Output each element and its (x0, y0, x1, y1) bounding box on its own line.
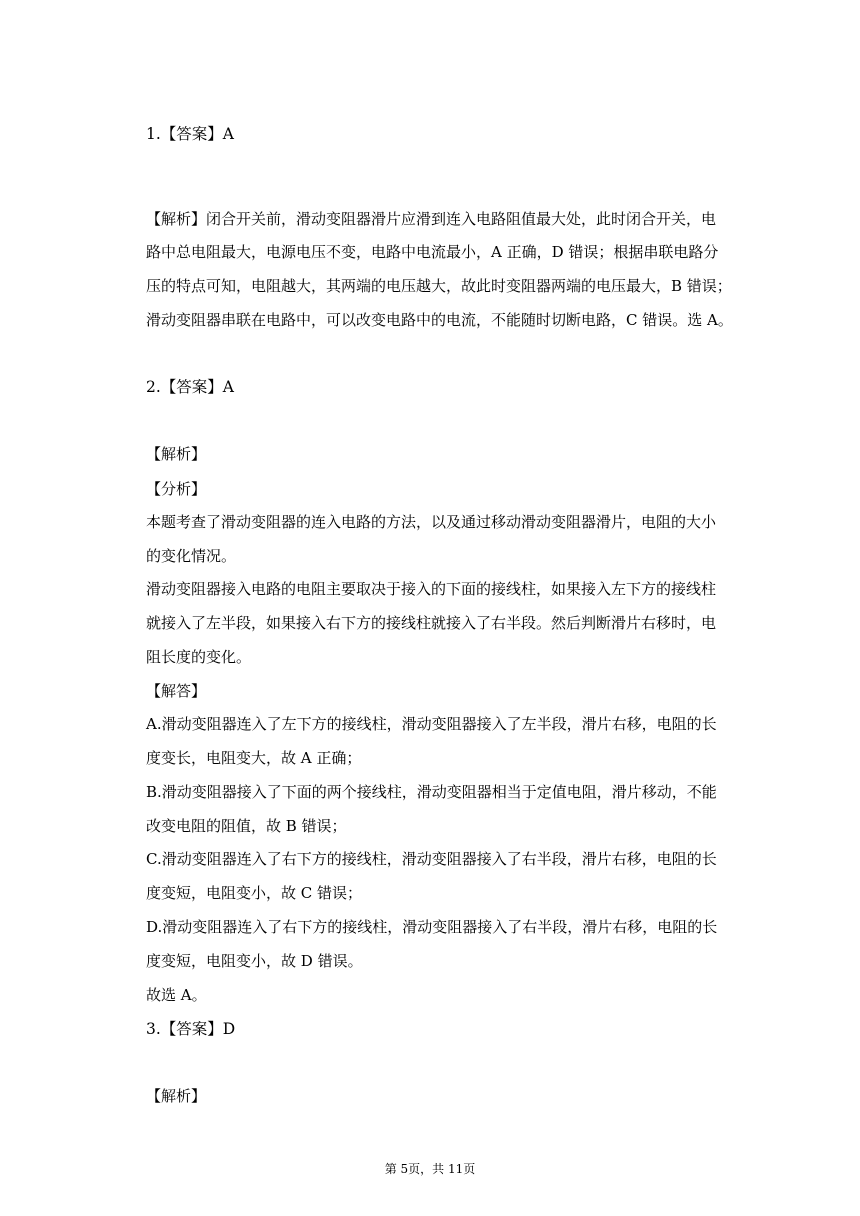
q2-text-line: 本题考查了滑动变阻器的连入电路的方法，以及通过移动滑动变阻器滑片，电阻的大小 (146, 513, 717, 531)
q2-option-a-line: 度变长，电阻变大，故 A 正确； (146, 749, 362, 767)
q2-jieda-label: 【解答】 (146, 682, 207, 700)
q2-option-a-line: A.滑动变阻器连入了左下方的接线柱，滑动变阻器接入了左半段，滑片右移，电阻的长 (146, 715, 717, 733)
q2-text-line: 阻长度的变化。 (146, 648, 252, 666)
q1-analysis-line: 压的特点可知，电阻越大，其两端的电压越大，故此时变阻器两端的电压最大，B 错误； (146, 277, 732, 295)
q2-text-line: 滑动变阻器接入电路的电阻主要取决于接入的下面的接线柱，如果接入左下方的接线柱 (146, 580, 717, 598)
q3-analysis-label: 【解析】 (146, 1087, 207, 1105)
q2-answer-header: 2.【答案】A (146, 378, 234, 396)
q1-answer-header: 1.【答案】A (146, 125, 234, 143)
page-footer: 第 5页，共 11页 (384, 1162, 476, 1176)
q2-option-c-line: C.滑动变阻器连入了右下方的接线柱，滑动变阻器接入了右半段，滑片右移，电阻的长 (146, 850, 717, 868)
q2-option-b-line: B.滑动变阻器接入了下面的两个接线柱，滑动变阻器相当于定值电阻，滑片移动，不能 (146, 783, 717, 801)
q1-analysis-line: 滑动变阻器串联在电路中，可以改变电路中的电流，不能随时切断电路，C 错误。选 A。 (146, 311, 733, 329)
q1-analysis-line: 路中总电阻最大，电源电压不变，电路中电流最小，A 正确，D 错误；根据串联电路分 (146, 243, 719, 261)
q2-option-d-line: 度变短，电阻变小，故 D 错误。 (146, 952, 363, 970)
q2-text-line: 的变化情况。 (146, 547, 237, 565)
q2-option-c-line: 度变短，电阻变小，故 C 错误； (146, 884, 363, 902)
q2-analysis-label: 【解析】 (146, 445, 207, 463)
q3-answer-header: 3.【答案】D (146, 1020, 236, 1038)
q1-analysis-line: 【解析】闭合开关前，滑动变阻器滑片应滑到连入电路阻值最大处，此时闭合开关，电 (146, 210, 717, 228)
q2-option-b-line: 改变电阻的阻值，故 B 错误； (146, 817, 347, 835)
q2-fenxi-label: 【分析】 (146, 480, 207, 498)
q2-conclusion: 故选 A。 (146, 986, 207, 1004)
q2-text-line: 就接入了左半段，如果接入右下方的接线柱就接入了右半段。然后判断滑片右移时，电 (146, 614, 717, 632)
q2-option-d-line: D.滑动变阻器连入了右下方的接线柱，滑动变阻器接入了右半段，滑片右移，电阻的长 (146, 918, 718, 936)
